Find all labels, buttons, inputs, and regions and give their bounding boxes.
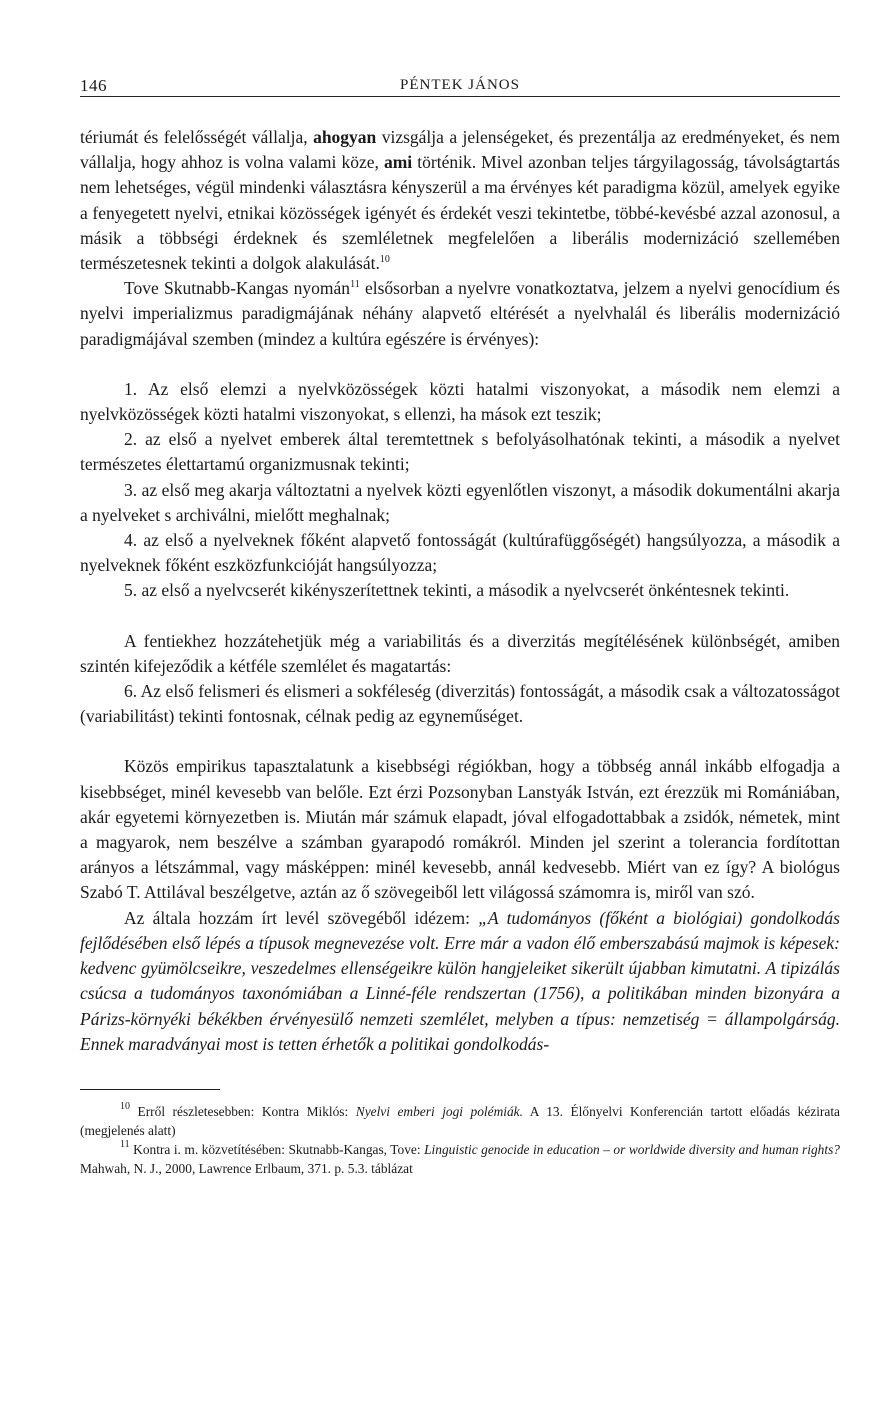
spacer bbox=[80, 604, 840, 629]
paragraph-empirikus: Közös empirikus tapasztalatunk a kisebbségi régiókban, hogy a többség annál inkább elfogadja a kisebbséget, minél kevesebb van belőle. Ezt érzi Pozsonyban Lanstyák István, ezt érezzük mi Romániában, akár egyetemi környezetben is. Miután már számuk elapadt, jóval elfogadottabbak a zsidók, németek, mint a magyarok, nem beszélve a számban gyarapodó romákról. Minden jel szerint a tolerancia fordítottan arányos a létszámmal, vagy másképpen: minél kevesebb, annál kedvesebb. Miért van ez így? A biológus Szabó T. Attilával beszélgetve, aztán az ő szövegeiből lett világossá számomra is, miről van szó. bbox=[80, 756, 840, 903]
footnote-10: $^{10}$ Erről részletesebben: Kontra Miklós: Nyelvi emberi jogi polémiák. A 13. Élőnyelvi Konferencián tartott előadás kézirata (megjelenés alatt) bbox=[80, 1100, 840, 1138]
paragraph-idezet: Az általa hozzám írt levél szövegéből idézem: „A tudományos (főként a biológiai) gondolkodás fejlődésében első lépés a típusok megnevezése volt. Erre már a vadon élő emberszabású majmok is képesek: kedvenc gyümölcseikre, veszedelmes ellenségeikre külön hangjeleiket sikerült újabban kimutatni. A tipizálás csúcsa a tudományos taxonómiában a Linné-féle rendszertan (1756), a politikában minden bizonyára a Párizs-környéki békékben érvényesülő nemzeti szemlélet, melyben a típus: nemzetiség = állampolgárság. Ennek maradványai most is tetten érhetők a politikai gondolkodás- bbox=[80, 907, 840, 1054]
emphasis-ami: ami bbox=[383, 152, 413, 173]
running-title: PÉNTEK JÁNOS bbox=[400, 77, 520, 93]
footnotes bbox=[80, 1102, 840, 1178]
list-item-1: 1. Az első elemzi a nyelvközösségek közti hatalmi viszonyokat, a második nem elemzi a nyelvközösségek közti hatalmi viszonyokat, s ellenzi, ha mások ezt teszik; bbox=[80, 378, 840, 425]
paragraph-skutnabb: Tove Skutnabb-Kangas nyomán$^{11}$ elsősorban a nyelvre vonatkoztatva, jelzem a nyelvi genocídium és nyelvi imperializmus paradigmájának néhány alapvető eltérését a nyelvhalál és liberális modernizáció paradigmájával szemben (mindez a kultúra egészére is érvényes): bbox=[80, 278, 840, 349]
list-item-2: 2. az első a nyelvet emberek által teremtettnek s befolyásolhatónak tekinti, a második a nyelvet természetes élettartamú organizmusnak tekinti; bbox=[80, 429, 840, 475]
spacer bbox=[80, 729, 840, 754]
list-item-4: 4. az első a nyelveknek főként alapvető fontosságát (kultúrafüggőségét) hangsúlyozza, a második a nyelveknek főként eszközfunkcióját hangsúlyozza; bbox=[80, 530, 840, 576]
body-text bbox=[80, 125, 840, 1057]
list-item-5: 5. az első a nyelvcserét kikényszerítettnek tekinti, a második a nyelvcserét önkéntesnek tekinti. bbox=[124, 580, 790, 601]
list-item-3: 3. az első meg akarja változtatni a nyelvek közti egyenlőtlen viszonyt, a második dokumentálni akarja a nyelveket s archiválni, mielőtt meghalnak; bbox=[80, 479, 840, 525]
paragraph-variabilitas: A fentiekhez hozzátehetjük még a variabilitás és a diverzitás megítélésének különbségét, amiben szintén kifejeződik a kétféle szemlélet és magatartás: bbox=[80, 630, 840, 676]
page-header bbox=[80, 74, 840, 97]
quotation: „A tudományos (főként a biológiai) gondolkodás fejlődésében első lépés a típusok megnevezése volt. Erre már a vadon élő emberszabású majmok is képesek: kedvenc gyümölcseikre, veszedelmes ellenségeikre külön hangjeleiket sikerült újabban kimutatni. A tipizálás csúcsa a tudományos taxonómiában a Linné-féle rendszertan (1756), a politikában minden bizonyára a Párizs-környéki békékben érvényesülő nemzeti szemlélet, melyben a típus: nemzetiség = állampolgárság. Ennek maradványai most is tetten érhetők a politikai gondolkodás- bbox=[80, 907, 840, 1054]
list-item-6: 6. Az első felismeri és elismeri a sokféleség (diverzitás) fontosságát, a második csak a változatosságot (variabilitást) tekinti fontosnak, célnak pedig az egyneműséget. bbox=[80, 681, 840, 727]
spacer bbox=[80, 352, 840, 377]
footnote-ref-10[interactable]: 10 bbox=[379, 254, 390, 266]
paragraph-continuation: tériumát és felelősségét vállalja, ahogyan vizsgálja a jelenségeket, és prezentálja az eredményeket, és nem vállalja, hogy ahhoz is volna valami köze, ami történik. Mivel azonban teljes tárgyilagosság, távolságtartás nem lehetséges, végül mindenki választásra kényszerül a ma érvényes két paradigma közül, amelyek egyike a fenyegetett nyelvi, etnikai közösségek igényét és érdekét veszi tekintetbe, többé-kevésbé azzal azonosul, a másik a többségi érdeknek és szemléletnek megfelelően a liberális modernizáció szellemében természetesnek tekinti a dolgok alakulását.$^{10}$ bbox=[80, 127, 840, 274]
book-page bbox=[80, 74, 840, 1178]
footnote-divider bbox=[80, 1089, 220, 1090]
footnote-11: $^{11}$ Kontra i. m. közvetítésében: Skutnabb-Kangas, Tove: Linguistic genocide in education – or worldwide diversity and human rights? Mahwah, N. J., 2000, Lawrence Erlbaum, 371. p. 5.3. táblázat bbox=[80, 1138, 840, 1176]
footnote-ref-11[interactable]: 11 bbox=[350, 279, 360, 291]
emphasis-ahogyan: ahogyan bbox=[313, 127, 377, 147]
page-number: 146 bbox=[80, 76, 107, 95]
